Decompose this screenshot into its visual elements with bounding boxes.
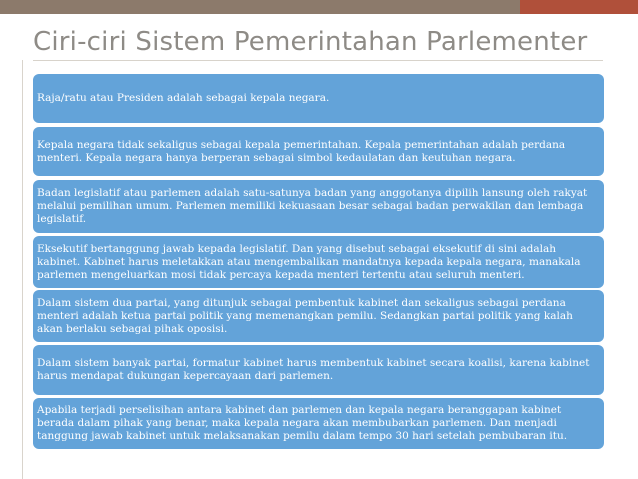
list-item-5 (33, 290, 604, 342)
top-decorative-band (0, 0, 638, 14)
list-item-text: Dalam sistem banyak partai, formatur kabinet harus membentuk kabinet secara koalisi, karena kabinet harus mendapat dukungan kepercayaan dari parlemen. (37, 357, 590, 382)
left-decorative-line (22, 60, 23, 479)
title-divider (33, 60, 603, 61)
list-item-2 (33, 127, 604, 176)
list-item-text: Dalam sistem dua partai, yang ditunjuk sebagai pembentuk kabinet dan sekaligus sebagai perdana menteri adalah ketua partai politik yang memenangkan pemilu. Sedangkan partai politik yang kalah akan berlaku sebagai pihak oposisi. (37, 296, 573, 335)
list-item-text: Eksekutif bertanggung jawab kepada legislatif. Dan yang disebut sebagai eksekutif di sini adalah kabinet. Kabinet harus meletakkan atau mengembalikan mandatnya kepada kepala negara, manakala parlemen mengeluarkan mosi tidak percaya kepada menteri tertentu atau seluruh menteri. (37, 242, 581, 281)
list-item-7 (33, 398, 604, 449)
list-item-text: Kepala negara tidak sekaligus sebagai kepala pemerintahan. Kepala pemerintahan adalah perdana menteri. Kepala negara hanya berperan sebagai simbol kedaulatan dan keutuhan negara. (37, 138, 566, 164)
list-item-4 (33, 236, 604, 288)
list-item-3 (33, 180, 604, 233)
list-item-1 (33, 74, 604, 123)
list-item-text: Badan legislatif atau parlemen adalah satu-satunya badan yang anggotanya dipilih lansung oleh rakyat melalui pemilihan umum. Parlemen memiliki kekuasaan besar sebagai badan perwakilan dan lembaga legislatif. (37, 187, 588, 225)
list-item-text: Raja/ratu atau Presiden adalah sebagai kepala negara. (37, 92, 330, 104)
list-item-text: Apabila terjadi perselisihan antara kabinet dan parlemen dan kepala negara beranggapan kabinet berada dalam pihak yang benar, maka kepala negara akan membubarkan parlemen. Dan menjadi tanggung jawab kabinet untuk melaksanakan pemilu dalam tempo 30 hari setelah pembubaran itu. (37, 404, 568, 442)
top-band-accent (520, 0, 638, 14)
slide-title: Ciri-ciri Sistem Pemerintahan Parlementer (33, 27, 588, 57)
list-item-6 (33, 345, 604, 395)
